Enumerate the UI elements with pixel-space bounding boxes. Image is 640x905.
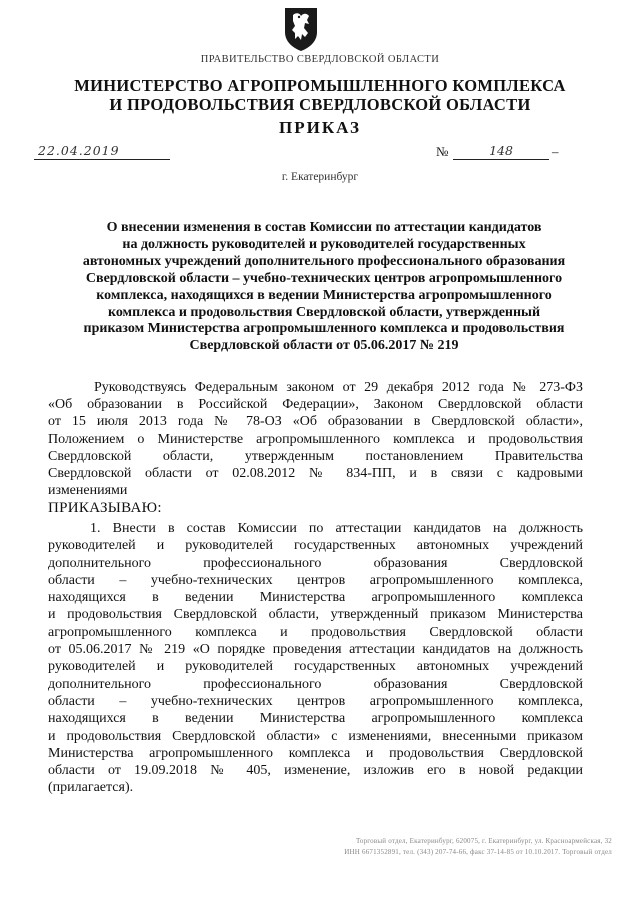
clause-line: 1. Внести в состав Комиссии по аттестации кандидатов на должность [90, 521, 583, 536]
preamble-line: от 15 июля 2013 года № 78-ОЗ «Об образовании в Свердловской области», [48, 414, 583, 430]
preamble-line: «Об образовании в Российской Федерации», Законом Свердловской области [48, 397, 583, 413]
preamble-line: Свердловской области, утвержденным постановлением Правительства [48, 448, 583, 464]
clause-line: руководителей и руководителей государственных автономных учреждений [48, 659, 583, 675]
footer-line-2: ИНН 6671352891, тел. (343) 207-74-66, факс 37-14-85 от 10.10.2017. Торговый отдел [344, 848, 612, 856]
clause-line: дополнительного профессионального образования Свердловской [48, 555, 583, 571]
ministry-name [0, 76, 640, 114]
coat-of-arms-icon [283, 6, 319, 52]
clause-line: области – учебно-технических центров агропромышленного комплекса, [48, 572, 583, 588]
footer-line-1: Торговый отдел, Екатеринбург, 620075, г. Екатеринбург, ул. Красноармейская, 32 [355, 837, 612, 845]
subject-line: Свердловской области – учебно-технических центров агропромышленного [85, 270, 563, 286]
orders-keyword: ПРИКАЗЫВАЮ: [48, 500, 162, 516]
clause-1 [48, 520, 583, 797]
order-subject [54, 220, 594, 355]
clause-line: области – учебно-технических центров агропромышленного комплекса, [48, 693, 583, 709]
subject-line: комплекса, находящихся в ведении Министерства агропромышленного [96, 287, 552, 303]
order-date: 22.04.2019 [34, 143, 170, 160]
preamble-line: Руководствуясь Федеральным законом от 29 декабря 2012 года № 273-ФЗ [94, 380, 583, 395]
clause-line: руководителей и руководителей государственных автономных учреждений [48, 538, 583, 554]
clause-line: находящихся в ведении Министерства агропромышленного комплекса [48, 590, 583, 606]
order-number: 148 [453, 143, 549, 160]
preamble-line: Положением о Министерстве агропромышленного комплекса и продовольствия [48, 431, 583, 447]
subject-line: Свердловской области от 05.06.2017 № 219 [189, 338, 459, 354]
clause-line: дополнительного профессионального образования Свердловской [48, 676, 583, 692]
clause-line: (прилагается). [48, 780, 134, 796]
clause-line: области от 19.09.2018 № 405, изменение, изложив его в новой редакции [48, 763, 583, 779]
number-dash: – [552, 144, 559, 159]
subject-line: О внесении изменения в состав Комиссии по аттестации кандидатов [106, 220, 542, 235]
subject-line: автономных учреждений дополнительного профессионального образования [82, 253, 566, 269]
subject-line: приказом Министерства агропромышленного комплекса и продовольствия [83, 321, 565, 337]
subject-line: комплекса и продовольствия Свердловской области, утвержденный [107, 304, 541, 320]
city: г. Екатеринбург [281, 171, 359, 183]
clause-line: от 05.06.2017 № 219 «О порядке проведения аттестации кандидатов на должность [48, 642, 583, 658]
clause-line: агропромышленного комплекса и продовольствия Свердловской области [48, 624, 583, 640]
preamble-line: изменениями [48, 483, 128, 499]
government-name: ПРАВИТЕЛЬСТВО СВЕРДЛОВСКОЙ ОБЛАСТИ [200, 54, 440, 65]
number-label: № [436, 144, 449, 159]
document-type: ПРИКАЗ [279, 118, 361, 137]
clause-line: находящихся в ведении Министерства агропромышленного комплекса [48, 711, 583, 727]
clause-line: и продовольствия Свердловской области, утвержденный приказом Министерства [48, 607, 583, 623]
ministry-line-2: И ПРОДОВОЛЬСТВИЯ СВЕРДЛОВСКОЙ ОБЛАСТИ [109, 95, 531, 114]
preamble-line: Свердловской области от 02.08.2012 № 834-ПП, и в связи с кадровыми [48, 466, 583, 482]
clause-line: Министерства агропромышленного комплекса и продовольствия Свердловской [48, 745, 583, 761]
subject-line: на должность руководителей и руководителей государственных [122, 236, 526, 252]
clause-line: и продовольствия Свердловской области» с изменениями, внесенными приказом [48, 728, 583, 744]
preamble [48, 379, 583, 499]
footer-stamp [300, 836, 612, 858]
ministry-line-1: МИНИСТЕРСТВО АГРОПРОМЫШЛЕННОГО КОМПЛЕКСА [74, 76, 566, 95]
